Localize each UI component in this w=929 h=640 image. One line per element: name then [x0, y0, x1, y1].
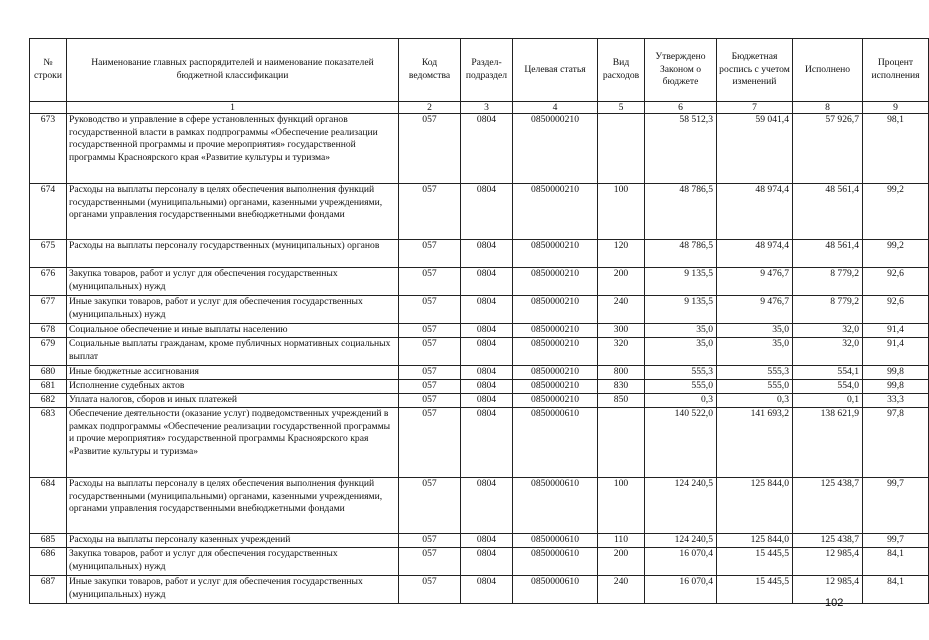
- row-executed: 8 779,2: [793, 268, 863, 296]
- row-schedule: 15 445,5: [717, 576, 793, 604]
- page-number: 102: [825, 597, 844, 609]
- row-number: 687: [30, 576, 67, 604]
- row-exp-type: 100: [598, 478, 645, 534]
- table-row: [30, 338, 929, 366]
- row-name: Руководство и управление в сфере установленных функций органов государственной власти в рамках подпрограммы «Обеспечение реализации государственной программы и прочие мероприятия» государственной программы Красноярского края «Развитие культуры и туризма»: [67, 114, 399, 184]
- row-approved: 124 240,5: [645, 478, 717, 534]
- row-exp-type: 100: [598, 184, 645, 240]
- col-num: [30, 102, 67, 114]
- row-target: 0850000210: [513, 324, 598, 338]
- row-target: 0850000210: [513, 338, 598, 366]
- row-dept-code: 057: [399, 114, 461, 184]
- row-executed: 125 438,7: [793, 534, 863, 548]
- row-schedule: 141 693,2: [717, 408, 793, 478]
- row-exp-type: 200: [598, 548, 645, 576]
- row-dept-code: 057: [399, 338, 461, 366]
- row-number: 683: [30, 408, 67, 478]
- row-exp-type: 300: [598, 324, 645, 338]
- row-schedule: 35,0: [717, 324, 793, 338]
- row-name: Социальные выплаты гражданам, кроме публичных нормативных социальных выплат: [67, 338, 399, 366]
- row-name: Социальное обеспечение и иные выплаты населению: [67, 324, 399, 338]
- header-executed: Исполнено: [793, 39, 863, 102]
- row-number: 682: [30, 394, 67, 408]
- row-approved: 555,3: [645, 366, 717, 380]
- row-exp-type: 320: [598, 338, 645, 366]
- row-dept-code: 057: [399, 576, 461, 604]
- header-section: Раздел-подраздел: [461, 39, 513, 102]
- row-executed: 32,0: [793, 338, 863, 366]
- row-section: 0804: [461, 548, 513, 576]
- row-dept-code: 057: [399, 240, 461, 268]
- table-row: [30, 576, 929, 604]
- row-section: 0804: [461, 338, 513, 366]
- table-row: [30, 408, 929, 478]
- col-num: 5: [598, 102, 645, 114]
- row-number: 684: [30, 478, 67, 534]
- header-dept-code: Код ведомства: [399, 39, 461, 102]
- row-approved: 16 070,4: [645, 576, 717, 604]
- row-dept-code: 057: [399, 366, 461, 380]
- row-schedule: 555,0: [717, 380, 793, 394]
- row-approved: 58 512,3: [645, 114, 717, 184]
- row-schedule: 9 476,7: [717, 268, 793, 296]
- row-section: 0804: [461, 534, 513, 548]
- table-row: [30, 366, 929, 380]
- row-name: Расходы на выплаты персоналу в целях обеспечения выполнения функций государственными (муниципальными) органами, казенными учреждениями, органами управления государственными внебюджетными фондами: [67, 478, 399, 534]
- row-exp-type: 200: [598, 268, 645, 296]
- row-number: 676: [30, 268, 67, 296]
- row-name: Расходы на выплаты персоналу государственных (муниципальных) органов: [67, 240, 399, 268]
- row-percent: 99,2: [863, 240, 929, 268]
- row-executed: 48 561,4: [793, 184, 863, 240]
- row-target: 0850000210: [513, 268, 598, 296]
- row-number: 685: [30, 534, 67, 548]
- row-percent: 99,8: [863, 366, 929, 380]
- row-exp-type: 850: [598, 394, 645, 408]
- header-schedule: Бюджетная роспись с учетом изменений: [717, 39, 793, 102]
- column-number-row: [30, 102, 929, 114]
- table-row: [30, 184, 929, 240]
- header-row-no: № строки: [30, 39, 67, 102]
- row-target: 0850000610: [513, 576, 598, 604]
- row-schedule: 48 974,4: [717, 184, 793, 240]
- row-percent: 91,4: [863, 338, 929, 366]
- row-exp-type: 830: [598, 380, 645, 394]
- row-target: 0850000210: [513, 380, 598, 394]
- row-executed: 48 561,4: [793, 240, 863, 268]
- row-executed: 125 438,7: [793, 478, 863, 534]
- row-percent: 33,3: [863, 394, 929, 408]
- row-name: Расходы на выплаты персоналу казенных учреждений: [67, 534, 399, 548]
- row-section: 0804: [461, 366, 513, 380]
- row-name: Иные бюджетные ассигнования: [67, 366, 399, 380]
- row-schedule: 35,0: [717, 338, 793, 366]
- table-row: [30, 240, 929, 268]
- row-target: 0850000210: [513, 240, 598, 268]
- header-approved: Утверждено Законом о бюджете: [645, 39, 717, 102]
- row-executed: 0,1: [793, 394, 863, 408]
- row-section: 0804: [461, 184, 513, 240]
- row-approved: 124 240,5: [645, 534, 717, 548]
- row-dept-code: 057: [399, 534, 461, 548]
- row-section: 0804: [461, 240, 513, 268]
- row-exp-type: 120: [598, 240, 645, 268]
- row-name: Обеспечение деятельности (оказание услуг) подведомственных учреждений в рамках подпрограммы «Обеспечение реализации государственной программы и прочие мероприятия» государственной программы Красноярского края «Развитие культуры и туризма»: [67, 408, 399, 478]
- row-executed: 32,0: [793, 324, 863, 338]
- table-row: [30, 114, 929, 184]
- row-name: Иные закупки товаров, работ и услуг для обеспечения государственных (муниципальных) нужд: [67, 296, 399, 324]
- header-percent: Процент исполнения: [863, 39, 929, 102]
- row-name: Уплата налогов, сборов и иных платежей: [67, 394, 399, 408]
- col-num: 3: [461, 102, 513, 114]
- row-percent: 99,7: [863, 534, 929, 548]
- row-section: 0804: [461, 576, 513, 604]
- row-section: 0804: [461, 408, 513, 478]
- row-executed: 57 926,7: [793, 114, 863, 184]
- row-percent: 91,4: [863, 324, 929, 338]
- row-number: 673: [30, 114, 67, 184]
- row-target: 0850000610: [513, 478, 598, 534]
- row-approved: 9 135,5: [645, 296, 717, 324]
- row-number: 675: [30, 240, 67, 268]
- row-dept-code: 057: [399, 380, 461, 394]
- row-target: 0850000210: [513, 366, 598, 380]
- row-exp-type: [598, 408, 645, 478]
- row-percent: 92,6: [863, 268, 929, 296]
- row-target: 0850000610: [513, 534, 598, 548]
- row-dept-code: 057: [399, 548, 461, 576]
- row-section: 0804: [461, 394, 513, 408]
- row-dept-code: 057: [399, 184, 461, 240]
- row-section: 0804: [461, 380, 513, 394]
- row-name: Закупка товаров, работ и услуг для обеспечения государственных (муниципальных) нужд: [67, 548, 399, 576]
- row-executed: 554,0: [793, 380, 863, 394]
- row-schedule: 48 974,4: [717, 240, 793, 268]
- col-num: 2: [399, 102, 461, 114]
- row-dept-code: 057: [399, 268, 461, 296]
- row-schedule: 59 041,4: [717, 114, 793, 184]
- col-num: 8: [793, 102, 863, 114]
- table-row: [30, 268, 929, 296]
- row-approved: 35,0: [645, 324, 717, 338]
- row-target: 0850000210: [513, 394, 598, 408]
- header-row: [30, 39, 929, 102]
- row-percent: 84,1: [863, 548, 929, 576]
- row-percent: 98,1: [863, 114, 929, 184]
- row-number: 681: [30, 380, 67, 394]
- row-name: Закупка товаров, работ и услуг для обеспечения государственных (муниципальных) нужд: [67, 268, 399, 296]
- row-executed: 12 985,4: [793, 576, 863, 604]
- row-schedule: 0,3: [717, 394, 793, 408]
- row-schedule: 15 445,5: [717, 548, 793, 576]
- table-row: [30, 534, 929, 548]
- row-target: 0850000210: [513, 296, 598, 324]
- row-name: Исполнение судебных актов: [67, 380, 399, 394]
- row-dept-code: 057: [399, 324, 461, 338]
- row-dept-code: 057: [399, 394, 461, 408]
- header-exp-type: Вид расходов: [598, 39, 645, 102]
- row-exp-type: 240: [598, 576, 645, 604]
- row-target: 0850000210: [513, 114, 598, 184]
- row-executed: 554,1: [793, 366, 863, 380]
- row-approved: 35,0: [645, 338, 717, 366]
- row-number: 674: [30, 184, 67, 240]
- row-approved: 9 135,5: [645, 268, 717, 296]
- row-approved: 140 522,0: [645, 408, 717, 478]
- row-approved: 0,3: [645, 394, 717, 408]
- table-row: [30, 324, 929, 338]
- row-exp-type: 110: [598, 534, 645, 548]
- header-target: Целевая статья: [513, 39, 598, 102]
- row-target: 0850000610: [513, 408, 598, 478]
- row-name: Расходы на выплаты персоналу в целях обеспечения выполнения функций государственными (муниципальными) органами, казенными учреждениями, органами управления государственными внебюджетными фондами: [67, 184, 399, 240]
- row-percent: 99,7: [863, 478, 929, 534]
- col-num: 1: [67, 102, 399, 114]
- row-executed: 8 779,2: [793, 296, 863, 324]
- row-percent: 97,8: [863, 408, 929, 478]
- budget-table: [29, 38, 929, 604]
- col-num: 7: [717, 102, 793, 114]
- row-section: 0804: [461, 324, 513, 338]
- table-row: [30, 394, 929, 408]
- col-num: 6: [645, 102, 717, 114]
- row-percent: 99,8: [863, 380, 929, 394]
- row-target: 0850000610: [513, 548, 598, 576]
- row-approved: 48 786,5: [645, 240, 717, 268]
- row-approved: 555,0: [645, 380, 717, 394]
- header-name: Наименование главных распорядителей и наименование показателей бюджетной классификации: [67, 39, 399, 102]
- row-target: 0850000210: [513, 184, 598, 240]
- row-schedule: 9 476,7: [717, 296, 793, 324]
- row-dept-code: 057: [399, 408, 461, 478]
- table-row: [30, 380, 929, 394]
- row-number: 679: [30, 338, 67, 366]
- table-row: [30, 478, 929, 534]
- row-section: 0804: [461, 114, 513, 184]
- row-approved: 48 786,5: [645, 184, 717, 240]
- table-row: [30, 548, 929, 576]
- col-num: 9: [863, 102, 929, 114]
- row-schedule: 125 844,0: [717, 478, 793, 534]
- row-percent: 99,2: [863, 184, 929, 240]
- row-executed: 138 621,9: [793, 408, 863, 478]
- row-dept-code: 057: [399, 296, 461, 324]
- row-executed: 12 985,4: [793, 548, 863, 576]
- row-section: 0804: [461, 478, 513, 534]
- row-exp-type: [598, 114, 645, 184]
- row-number: 677: [30, 296, 67, 324]
- row-exp-type: 240: [598, 296, 645, 324]
- row-section: 0804: [461, 296, 513, 324]
- row-schedule: 555,3: [717, 366, 793, 380]
- row-number: 686: [30, 548, 67, 576]
- row-percent: 84,1: [863, 576, 929, 604]
- table-row: [30, 296, 929, 324]
- col-num: 4: [513, 102, 598, 114]
- row-name: Иные закупки товаров, работ и услуг для обеспечения государственных (муниципальных) нужд: [67, 576, 399, 604]
- row-number: 678: [30, 324, 67, 338]
- row-number: 680: [30, 366, 67, 380]
- row-schedule: 125 844,0: [717, 534, 793, 548]
- row-section: 0804: [461, 268, 513, 296]
- row-exp-type: 800: [598, 366, 645, 380]
- row-dept-code: 057: [399, 478, 461, 534]
- row-approved: 16 070,4: [645, 548, 717, 576]
- row-percent: 92,6: [863, 296, 929, 324]
